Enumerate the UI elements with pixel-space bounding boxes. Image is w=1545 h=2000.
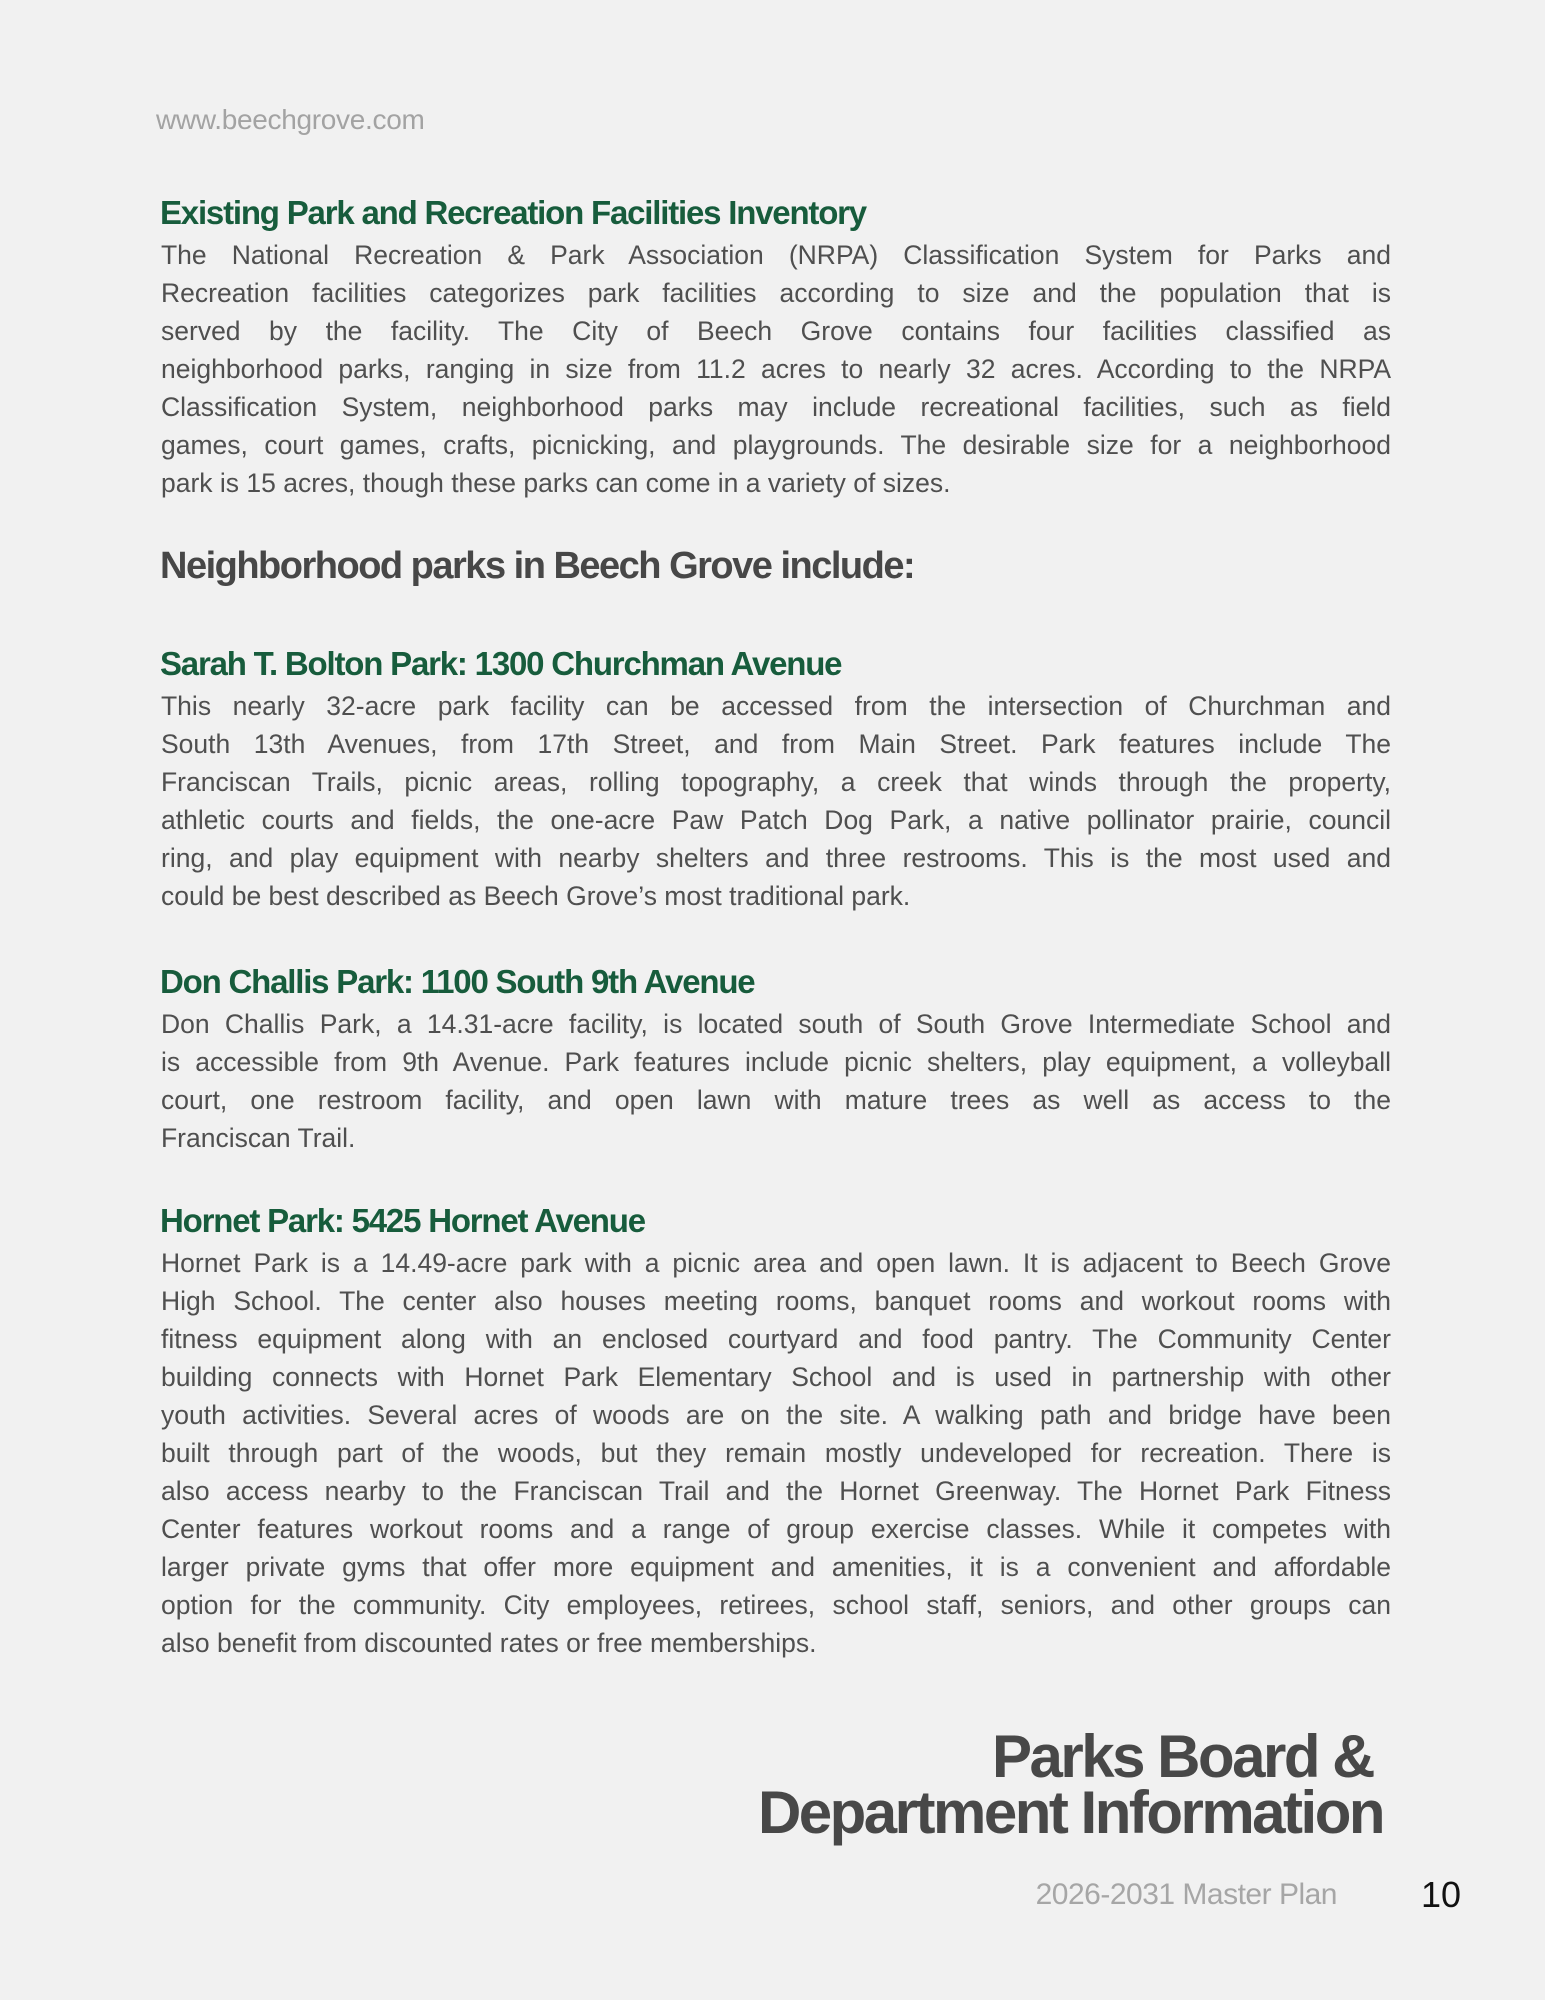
paragraph-line: option for the community. City employees, retirees, school staff, seniors, and other groups can <box>161 1590 1391 1620</box>
paragraph-line: The National Recreation & Park Association (NRPA) Classification System for Parks and <box>161 240 1391 270</box>
paragraph-line: Franciscan Trails, picnic areas, rolling topography, a creek that winds through the property, <box>161 767 1391 797</box>
paragraph-line: South 13th Avenues, from 17th Street, and from Main Street. Park features include The <box>161 729 1391 759</box>
page-number: 10 <box>1420 1874 1461 1915</box>
paragraph-line: fitness equipment along with an enclosed courtyard and food pantry. The Community Center <box>161 1324 1391 1354</box>
intro-heading: Existing Park and Recreation Facilities Inventory <box>160 194 866 231</box>
paragraph-line: served by the facility. The City of Beech Grove contains four facilities classified as <box>161 316 1391 346</box>
paragraph-line: also access nearby to the Franciscan Trail and the Hornet Greenway. The Hornet Park Fitness <box>161 1476 1391 1506</box>
neighborhood-parks-subheading: Neighborhood parks in Beech Grove include: <box>160 545 915 587</box>
paragraph-line: is accessible from 9th Avenue. Park features include picnic shelters, play equipment, a volleyball <box>161 1047 1391 1077</box>
paragraph-line: Center features workout rooms and a range of group exercise classes. While it competes with <box>161 1514 1391 1544</box>
park-heading-bolton: Sarah T. Bolton Park: 1300 Churchman Avenue <box>160 645 842 682</box>
paragraph-line: youth activities. Several acres of woods are on the site. A walking path and bridge have been <box>161 1400 1391 1430</box>
paragraph-line: Don Challis Park, a 14.31-acre facility, is located south of South Grove Intermediate School and <box>161 1009 1391 1039</box>
paragraph-line: built through part of the woods, but they remain mostly undeveloped for recreation. There is <box>161 1438 1391 1468</box>
park-heading-challis: Don Challis Park: 1100 South 9th Avenue <box>160 963 755 1000</box>
paragraph-line: ring, and play equipment with nearby shelters and three restrooms. This is the most used and <box>161 843 1391 873</box>
park-description-challis <box>161 1005 1391 1157</box>
paragraph-line: High School. The center also houses meeting rooms, banquet rooms and workout rooms with <box>161 1286 1391 1316</box>
paragraph-line: could be best described as Beech Grove’s most traditional park. <box>161 881 911 911</box>
paragraph-line: neighborhood parks, ranging in size from 11.2 acres to nearly 32 acres. According to the NRPA <box>161 354 1391 384</box>
paragraph-line: building connects with Hornet Park Elementary School and is used in partnership with other <box>161 1362 1391 1392</box>
paragraph-line: also benefit from discounted rates or free memberships. <box>161 1628 817 1658</box>
paragraph-line: Franciscan Trail. <box>161 1123 356 1153</box>
website-url: www.beechgrove.com <box>156 104 425 135</box>
paragraph-line: larger private gyms that offer more equipment and amenities, it is a convenient and affordable <box>161 1552 1391 1582</box>
paragraph-line: athletic courts and fields, the one-acre Paw Patch Dog Park, a native pollinator prairie, council <box>161 805 1391 835</box>
section-title-line2: Department Information <box>757 1779 1383 1846</box>
paragraph-line: Hornet Park is a 14.49-acre park with a picnic area and open lawn. It is adjacent to Beech Grove <box>161 1248 1391 1278</box>
paragraph-line: This nearly 32-acre park facility can be accessed from the intersection of Churchman and <box>161 691 1391 721</box>
park-description-bolton <box>161 687 1391 915</box>
section-title-line1: Parks Board & <box>992 1723 1373 1790</box>
footer-plan-title: 2026-2031 Master Plan <box>1035 1878 1337 1911</box>
park-description-hornet <box>161 1244 1391 1662</box>
intro-paragraph <box>161 236 1391 502</box>
paragraph-line: games, court games, crafts, picnicking, and playgrounds. The desirable size for a neighborhood <box>161 430 1391 460</box>
paragraph-line: park is 15 acres, though these parks can come in a variety of sizes. <box>161 468 951 498</box>
paragraph-line: court, one restroom facility, and open lawn with mature trees as well as access to the <box>161 1085 1391 1115</box>
paragraph-line: Classification System, neighborhood parks may include recreational facilities, such as field <box>161 392 1391 422</box>
paragraph-line: Recreation facilities categorizes park facilities according to size and the population that is <box>161 278 1391 308</box>
park-heading-hornet: Hornet Park: 5425 Hornet Avenue <box>160 1202 645 1239</box>
section-title <box>757 1723 1383 1846</box>
